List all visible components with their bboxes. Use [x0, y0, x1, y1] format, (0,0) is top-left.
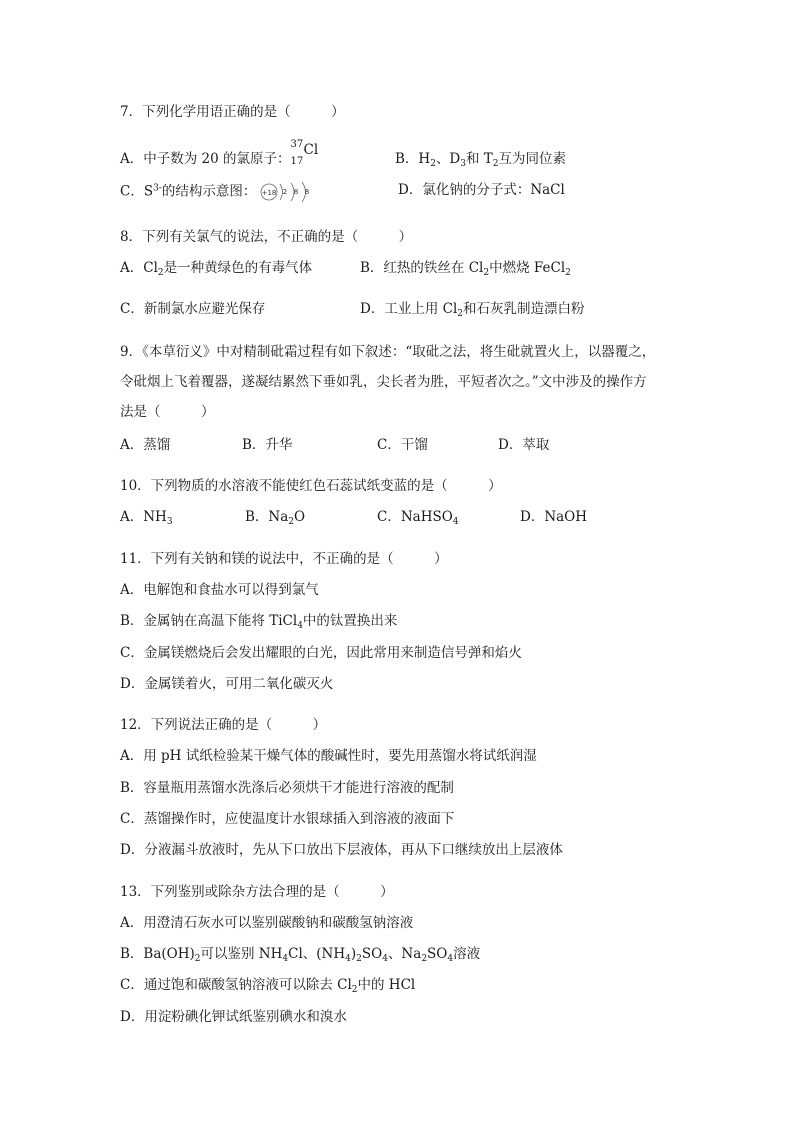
- question-7-option-b: B．$H_2$、$D_3$和 $T_2$互为同位素: [395, 151, 567, 169]
- question-9-option-d: D．萃取: [498, 437, 550, 453]
- shell-2-count: 8: [294, 188, 299, 196]
- question-9-stem-line-3: 法是（ ）: [120, 404, 215, 420]
- question-13-stem: 13．下列鉴别或除杂方法合理的是（ ）: [120, 884, 394, 900]
- question-9-option-c: C．干馏: [377, 437, 428, 453]
- question-10-option-b: B．$Na_2O$: [245, 509, 306, 527]
- question-7-stem: 7．下列化学用语正确的是（ ）: [120, 104, 345, 120]
- question-11-option-a: A．电解饱和食盐水可以得到氯气: [120, 582, 319, 598]
- question-9-stem-line-2: 令砒烟上飞着覆器，遂凝结累然下垂如乳，尖长者为胜，平短者次之。”文中涉及的操作方: [120, 374, 647, 390]
- shell-3-count: 8: [305, 188, 310, 196]
- question-13-option-a: A．用澄清石灰水可以鉴别碳酸钠和碳酸氢钠溶液: [120, 915, 414, 931]
- question-7-option-d: D．氯化钠的分子式：NaCl: [398, 182, 565, 198]
- question-9-option-a: A．蒸馏: [120, 437, 171, 453]
- question-11-option-d: D．金属镁着火，可用二氧化碳灭火: [120, 676, 334, 692]
- question-12-option-d: D．分液漏斗放液时，先从下口放出下层液体，再从下口继续放出上层液体: [120, 842, 563, 858]
- question-12-option-b: B．容量瓶用蒸馏水洗涤后必须烘干才能进行溶液的配制: [120, 780, 454, 796]
- question-12-stem: 12．下列说法正确的是（ ）: [120, 717, 327, 733]
- question-9-option-b: B．升华: [242, 437, 293, 453]
- question-13-option-b: B．$Ba(OH)_2$可以鉴别 $NH_4Cl$、$(NH_4)_2SO_4$、$Na_2SO_4$溶液: [120, 946, 481, 964]
- question-8-option-a: A．$Cl_2$是一种黄绿色的有毒气体: [120, 260, 313, 278]
- sulfide-ion-structure-diagram: [258, 181, 320, 203]
- question-8-option-b: B．红热的铁丝在 $Cl_2$中燃烧 FeCl$_2$: [360, 260, 571, 278]
- question-10-option-a: A．$NH_3$: [120, 509, 173, 527]
- question-11-option-b: B．金属钠在高温下能将 TiCl$_4$中的钛置换出来: [120, 613, 398, 631]
- question-7-option-a: A．中子数为 20 的氯原子： 37 17 Cl: [120, 150, 321, 168]
- shell-1-count: 2: [283, 188, 288, 196]
- question-9-stem-line-1: 9．《本草衍义》中对精制砒霜过程有如下叙述：“取砒之法，将生砒就置火上，以器覆之，: [120, 344, 656, 360]
- question-13-option-c: C．通过饱和碳酸氢钠溶液可以除去 $Cl_2$中的 HCl: [120, 977, 416, 995]
- chlorine-37-isotope-symbol: 37 17 Cl: [290, 139, 319, 167]
- question-8-stem: 8．下列有关氯气的说法，不正确的是（ ）: [120, 229, 413, 245]
- question-10-stem: 10．下列物质的水溶液不能使红色石蕊试纸变蓝的是（ ）: [120, 478, 502, 494]
- question-12-option-c: C．蒸馏操作时，应使温度计水银球插入到溶液的液面下: [120, 811, 455, 827]
- question-8-option-d: D．工业上用 $Cl_2$和石灰乳制造漂白粉: [360, 301, 585, 319]
- question-8-option-c: C．新制氯水应避光保存: [120, 301, 266, 317]
- question-13-option-d: D．用淀粉碘化钾试纸鉴别碘水和溴水: [120, 1009, 347, 1025]
- question-7-option-c: C．$S^{3-}$的结构示意图： +18 2 8 8: [120, 181, 320, 203]
- nucleus-charge-label: +18: [261, 189, 277, 197]
- question-11-stem: 11．下列有关钠和镁的说法中，不正确的是（ ）: [120, 551, 448, 567]
- question-10-option-c: C．NaHSO$_4$: [377, 509, 459, 527]
- question-12-option-a: A．用 pH 试纸检验某干燥气体的酸碱性时，要先用蒸馏水将试纸润湿: [120, 748, 537, 764]
- question-11-option-c: C．金属镁燃烧后会发出耀眼的白光，因此常用来制造信号弹和焰火: [120, 645, 522, 661]
- question-10-option-d: D．NaOH: [520, 509, 588, 525]
